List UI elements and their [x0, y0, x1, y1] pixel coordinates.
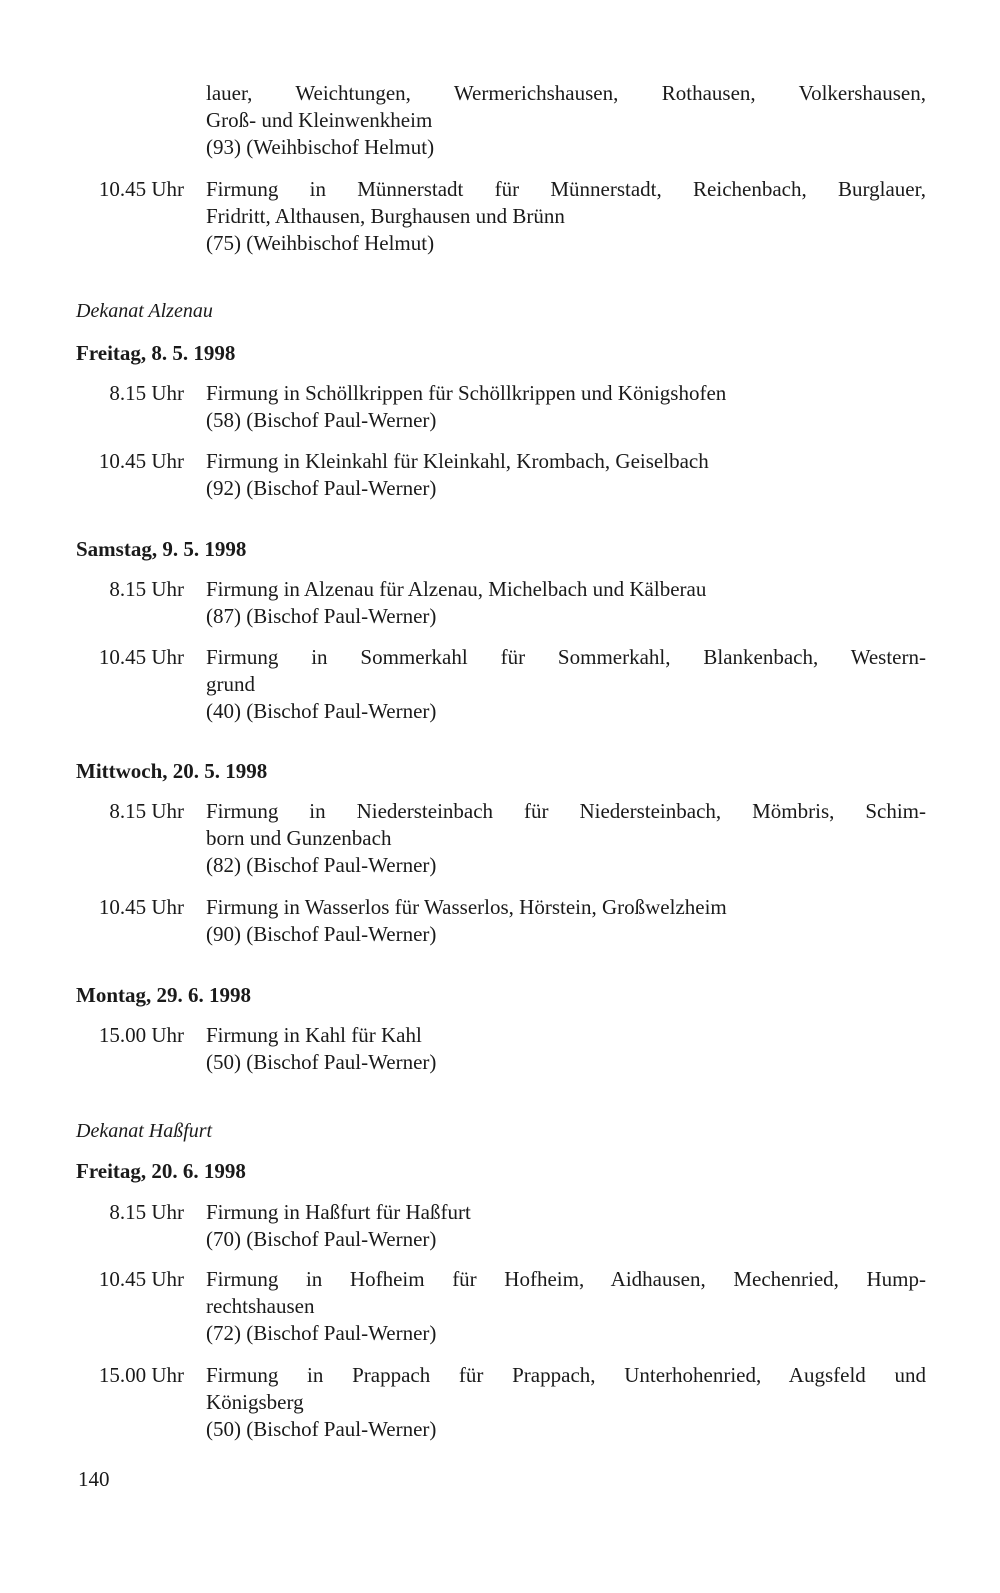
day-heading: Freitag, 8. 5. 1998: [76, 341, 236, 365]
day-heading: Freitag, 20. 6. 1998: [76, 1159, 246, 1183]
entry-line: (93) (Weihbischof Helmut): [206, 135, 435, 159]
entry-line: (70) (Bischof Paul-Werner): [206, 1227, 437, 1251]
entry-line: (92) (Bischof Paul-Werner): [206, 476, 437, 500]
entry-text: [206, 1022, 926, 1076]
continuation-entry: [206, 80, 926, 161]
entry-line: (50) (Bischof Paul-Werner): [206, 1417, 437, 1441]
day-heading: Mittwoch, 20. 5. 1998: [76, 759, 268, 783]
entry-line: Firmung in Prappach für Prappach, Unterhohenried, Augsfeld und: [206, 1363, 926, 1387]
entry-line: Groß- und Kleinwenkheim: [206, 108, 433, 132]
entry-text: [206, 448, 926, 502]
entry-time: 8.15 Uhr: [109, 1200, 184, 1224]
entry-line: (58) (Bischof Paul-Werner): [206, 408, 437, 432]
entry-line: Firmung in Haßfurt für Haßfurt: [206, 1200, 471, 1224]
section-heading-dekanat: Dekanat Alzenau: [76, 300, 213, 322]
entry-text: [206, 644, 926, 725]
entry-time: 10.45 Uhr: [98, 1267, 184, 1291]
entry-line: (72) (Bischof Paul-Werner): [206, 1321, 437, 1345]
entry-line: Königsberg: [206, 1390, 304, 1414]
entry-line: lauer, Weichtungen, Wermerichshausen, Rothausen, Volkershausen,: [206, 81, 926, 105]
entry-line: (40) (Bischof Paul-Werner): [206, 699, 437, 723]
entry-line: (50) (Bischof Paul-Werner): [206, 1050, 437, 1074]
entry-line: (90) (Bischof Paul-Werner): [206, 922, 437, 946]
entry-line: Firmung in Kleinkahl für Kleinkahl, Krombach, Geiselbach: [206, 449, 709, 473]
entry-time: 10.45 Uhr: [98, 449, 184, 473]
entry-line: Firmung in Alzenau für Alzenau, Michelbach und Kälberau: [206, 577, 707, 601]
entry-line: rechtshausen: [206, 1294, 315, 1318]
entry-text: [206, 176, 926, 257]
entry-line: Firmung in Sommerkahl für Sommerkahl, Blankenbach, Western-: [206, 645, 926, 669]
entry-text: [206, 798, 926, 879]
entry-time: 10.45 Uhr: [98, 177, 184, 201]
entry-text: [206, 576, 926, 630]
entry-text: [206, 1199, 926, 1253]
entry-line: Fridritt, Althausen, Burghausen und Brünn: [206, 204, 565, 228]
entry-line: Firmung in Kahl für Kahl: [206, 1023, 422, 1047]
entry-text: [206, 380, 926, 434]
entry-line: grund: [206, 672, 255, 696]
entry-text: [206, 1266, 926, 1347]
entry-line: (82) (Bischof Paul-Werner): [206, 853, 437, 877]
entry-time: 10.45 Uhr: [98, 895, 184, 919]
day-heading: Samstag, 9. 5. 1998: [76, 537, 247, 561]
entry-time: 15.00 Uhr: [98, 1363, 184, 1387]
entry-text: [206, 894, 926, 948]
entry-line: (87) (Bischof Paul-Werner): [206, 604, 437, 628]
entry-line: Firmung in Hofheim für Hofheim, Aidhausen, Mechenried, Hump-: [206, 1267, 926, 1291]
day-heading: Montag, 29. 6. 1998: [76, 983, 251, 1007]
entry-text: [206, 1362, 926, 1443]
section-heading-dekanat: Dekanat Haßfurt: [76, 1120, 213, 1142]
entry-time: 8.15 Uhr: [109, 799, 184, 823]
entry-line: Firmung in Münnerstadt für Münnerstadt, Reichenbach, Burglauer,: [206, 177, 926, 201]
entry-line: Firmung in Schöllkrippen für Schöllkrippen und Königshofen: [206, 381, 727, 405]
entry-line: (75) (Weihbischof Helmut): [206, 231, 435, 255]
entry-line: Firmung in Wasserlos für Wasserlos, Hörstein, Großwelzheim: [206, 895, 727, 919]
entry-time: 10.45 Uhr: [98, 645, 184, 669]
entry-line: born und Gunzenbach: [206, 826, 392, 850]
entry-time: 8.15 Uhr: [109, 577, 184, 601]
entry-line: Firmung in Niedersteinbach für Niedersteinbach, Mömbris, Schim-: [206, 799, 926, 823]
entry-time: 8.15 Uhr: [109, 381, 184, 405]
page-number: 140: [78, 1467, 110, 1491]
entry-time: 15.00 Uhr: [98, 1023, 184, 1047]
